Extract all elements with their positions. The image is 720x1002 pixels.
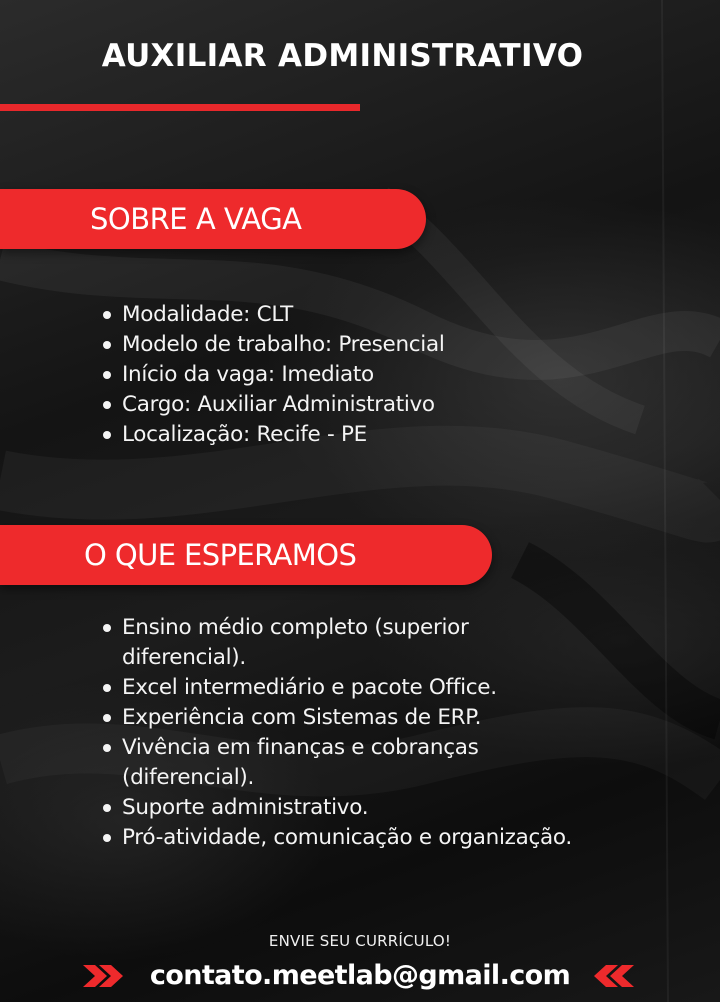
contact-row bbox=[0, 955, 720, 999]
section-title: O QUE ESPERAMOS bbox=[84, 538, 357, 572]
section-header-sobre-a-vaga bbox=[0, 189, 426, 249]
page-title: AUXILIAR ADMINISTRATIVO bbox=[101, 38, 584, 74]
list-item: Vivência em finanças e cobranças (diferencial). bbox=[103, 733, 583, 793]
list-item: Experiência com Sistemas de ERP. bbox=[103, 703, 583, 733]
list-item: Localização: Recife - PE bbox=[103, 420, 445, 450]
chevron-double-left-icon bbox=[592, 965, 634, 987]
title-underline bbox=[0, 104, 360, 111]
list-item: Início da vaga: Imediato bbox=[103, 360, 445, 390]
section-header-o-que-esperamos bbox=[0, 525, 492, 585]
list-item: Modalidade: CLT bbox=[103, 300, 445, 330]
list-item: Ensino médio completo (superior diferencial). bbox=[103, 613, 583, 673]
list-item: Cargo: Auxiliar Administrativo bbox=[103, 390, 445, 420]
list-item: Excel intermediário e pacote Office. bbox=[103, 673, 583, 703]
list-item: Modelo de trabalho: Presencial bbox=[103, 330, 445, 360]
job-details-list bbox=[103, 300, 445, 450]
section-title: SOBRE A VAGA bbox=[90, 202, 302, 236]
requirements-list bbox=[103, 613, 583, 853]
list-item: Pró-atividade, comunicação e organização. bbox=[103, 823, 583, 853]
list-item: Suporte administrativo. bbox=[103, 793, 583, 823]
chevron-double-right-icon bbox=[83, 965, 125, 987]
contact-email-link[interactable]: contato.meetlab@gmail.com bbox=[149, 960, 571, 991]
call-to-action: ENVIE SEU CURRÍCULO! bbox=[268, 932, 452, 950]
